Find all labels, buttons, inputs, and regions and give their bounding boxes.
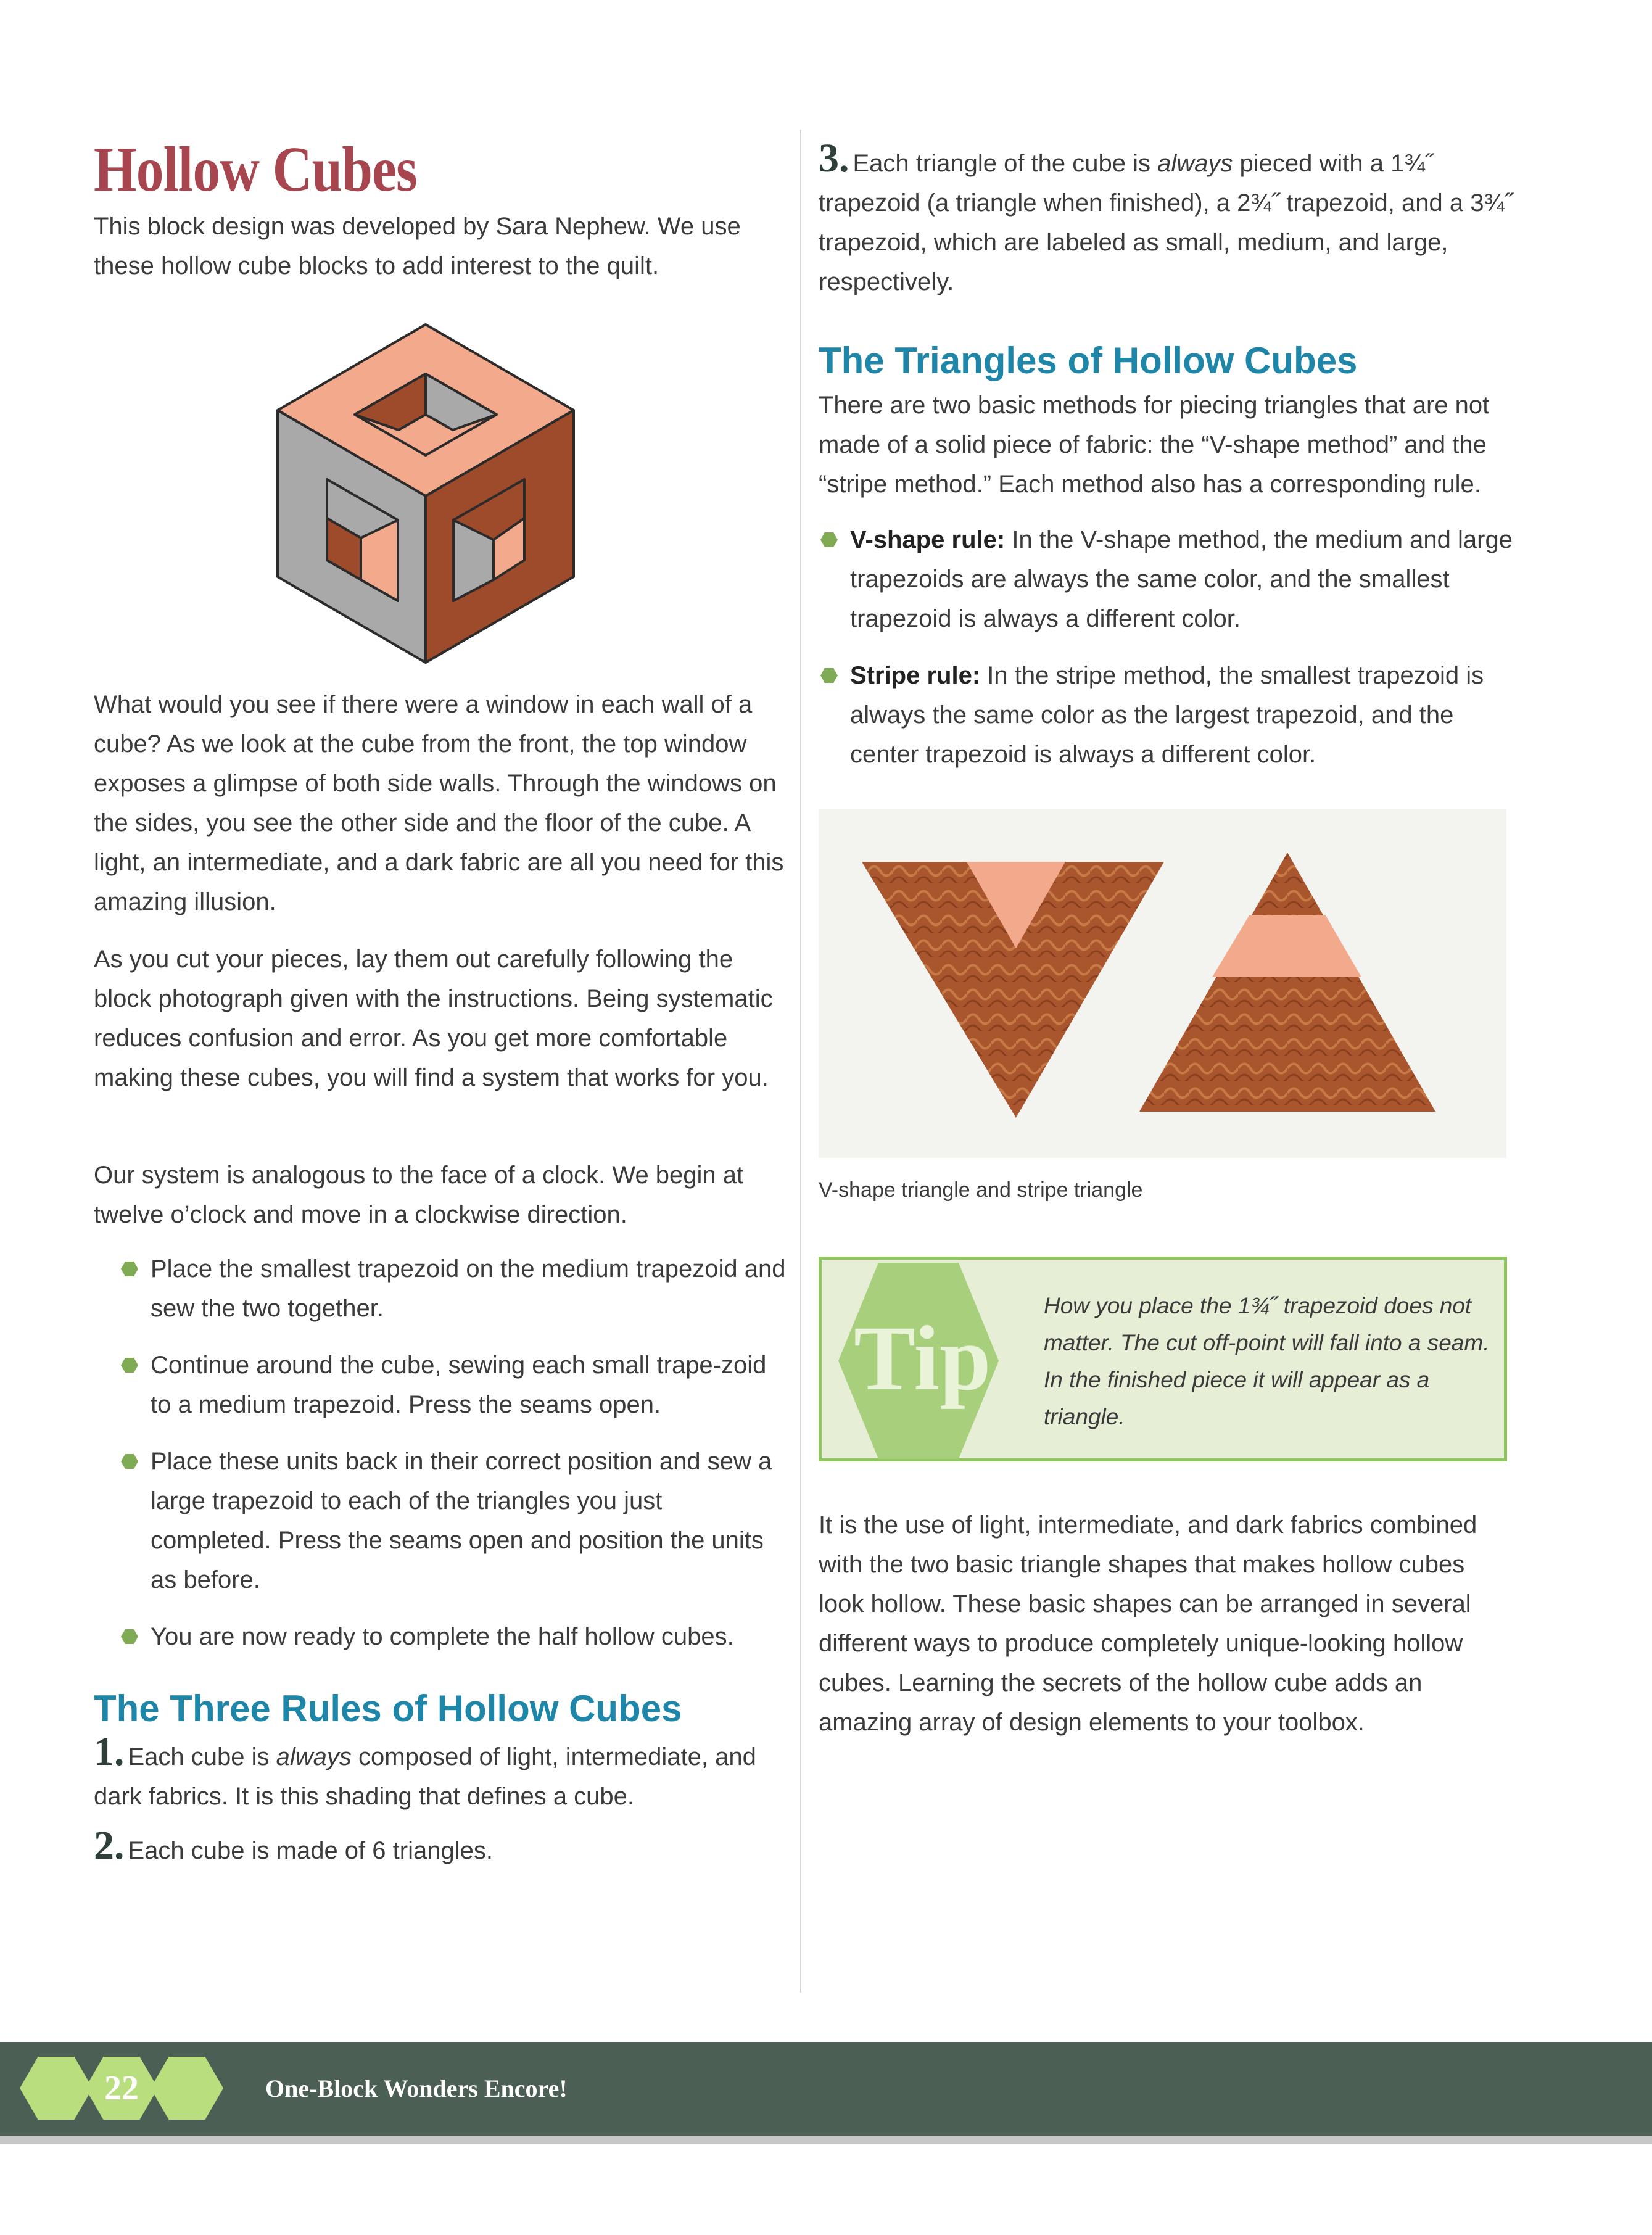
tip-label: Tip xyxy=(854,1307,991,1410)
cutting-paragraph: As you cut your pieces, lay them out carefully following the block photograph given with the instructions. Being systematic reduces confusion and error. As you get more comfortable making these cubes, you will find a system that works for you. xyxy=(94,946,773,1091)
window-paragraph: What would you see if there were a window in each wall of a cube? As we look at the cube from the front, the top window exposes a glimpse of both side walls. Through the windows on the sides, you see the other side and the floor of the cube. A light, an intermediate, and a dark fabric are all you need for this amazing illusion. xyxy=(94,691,784,915)
photo-caption: V-shape triangle and stripe triangle xyxy=(819,1178,1143,1202)
rule-1: 1. Each cube is always composed of light, intermediate, and dark fabrics. It is this shading that defines a cube. xyxy=(94,1729,756,1810)
triangles-photo xyxy=(819,809,1506,1158)
column-divider xyxy=(800,130,801,1993)
stripe-triangle xyxy=(1139,853,1435,1112)
book-title: One-Block Wonders Encore! xyxy=(265,2075,568,2102)
list-item: Stripe rule: In the stripe method, the smallest trapezoid is always the same color as the largest trapezoid, and the center trapezoid is always a different color. xyxy=(820,656,1514,774)
clock-paragraph: Our system is analogous to the face of a clock. We begin at twelve o’clock and move in a clockwise direction. xyxy=(94,1162,744,1228)
list-item: Continue around the cube, sewing each small trape-zoid to a medium trapezoid. Press the seams open. xyxy=(121,1345,787,1424)
tip-box xyxy=(819,1257,1507,1461)
hexagon-bullet-icon xyxy=(121,1629,138,1644)
rule-2: 2. Each cube is made of 6 triangles. xyxy=(94,1823,493,1868)
page-title: Hollow Cubes xyxy=(94,134,417,205)
triangles-intro: There are two basic methods for piecing triangles that are not made of a solid piece of fabric: the “V-shape method” and the “stripe method.” Each method also has a corresponding rule. xyxy=(819,392,1490,498)
hexagon-bullet-icon xyxy=(121,1358,138,1373)
list-item: Place these units back in their correct position and sew a large trapezoid to each of the triangles you just completed. Press the seams open and position the units as before. xyxy=(121,1442,787,1600)
intro-paragraph: This block design was developed by Sara Nephew. We use these hollow cube blocks to add interest to the quilt. xyxy=(94,213,741,279)
rule-3: 3. Each triangle of the cube is always pieced with a 1¾˝ trapezoid (a triangle when finished), a 2¾˝ trapezoid, and a 3¾˝ trapezoid, which are labeled as small, medium, and large, respectively. xyxy=(819,136,1513,295)
page-number: 22 xyxy=(104,2069,139,2107)
rules-heading: The Three Rules of Hollow Cubes xyxy=(94,1688,682,1729)
list-item: Place the smallest trapezoid on the medium trapezoid and sew the two together. xyxy=(121,1249,787,1328)
footer-bar xyxy=(0,2042,1652,2136)
hexagon-bullet-icon xyxy=(820,668,838,683)
steps-list xyxy=(121,1249,787,1674)
list-item: You are now ready to complete the half hollow cubes. xyxy=(121,1617,787,1656)
fabric-triangles-illustration xyxy=(819,809,1506,1158)
rules-list xyxy=(820,520,1514,791)
hollow-cube-diagram xyxy=(271,321,580,666)
list-item: V-shape rule: In the V-shape method, the medium and large trapezoids are always the same color, and the smallest trapezoid is always a different color. xyxy=(820,520,1514,638)
triangles-heading: The Triangles of Hollow Cubes xyxy=(819,340,1358,381)
hexagon-bullet-icon xyxy=(121,1262,138,1276)
hexagon-bullet-icon xyxy=(820,532,838,547)
tip-text: How you place the 1¾˝ trapezoid does not matter. The cut off-point will fall into a seam. In the finished piece it will appear as a triangle. xyxy=(1044,1293,1490,1429)
closing-paragraph: It is the use of light, intermediate, and dark fabrics combined with the two basic triangle shapes that makes hollow cubes look hollow. These basic shapes can be arranged in several different ways to produce completely unique-looking hollow cubes. Learning the secrets of the hollow cube adds an amazing array of design elements to your toolbox. xyxy=(819,1511,1477,1736)
hexagon-bullet-icon xyxy=(121,1454,138,1469)
footer-shadow xyxy=(0,2136,1652,2144)
